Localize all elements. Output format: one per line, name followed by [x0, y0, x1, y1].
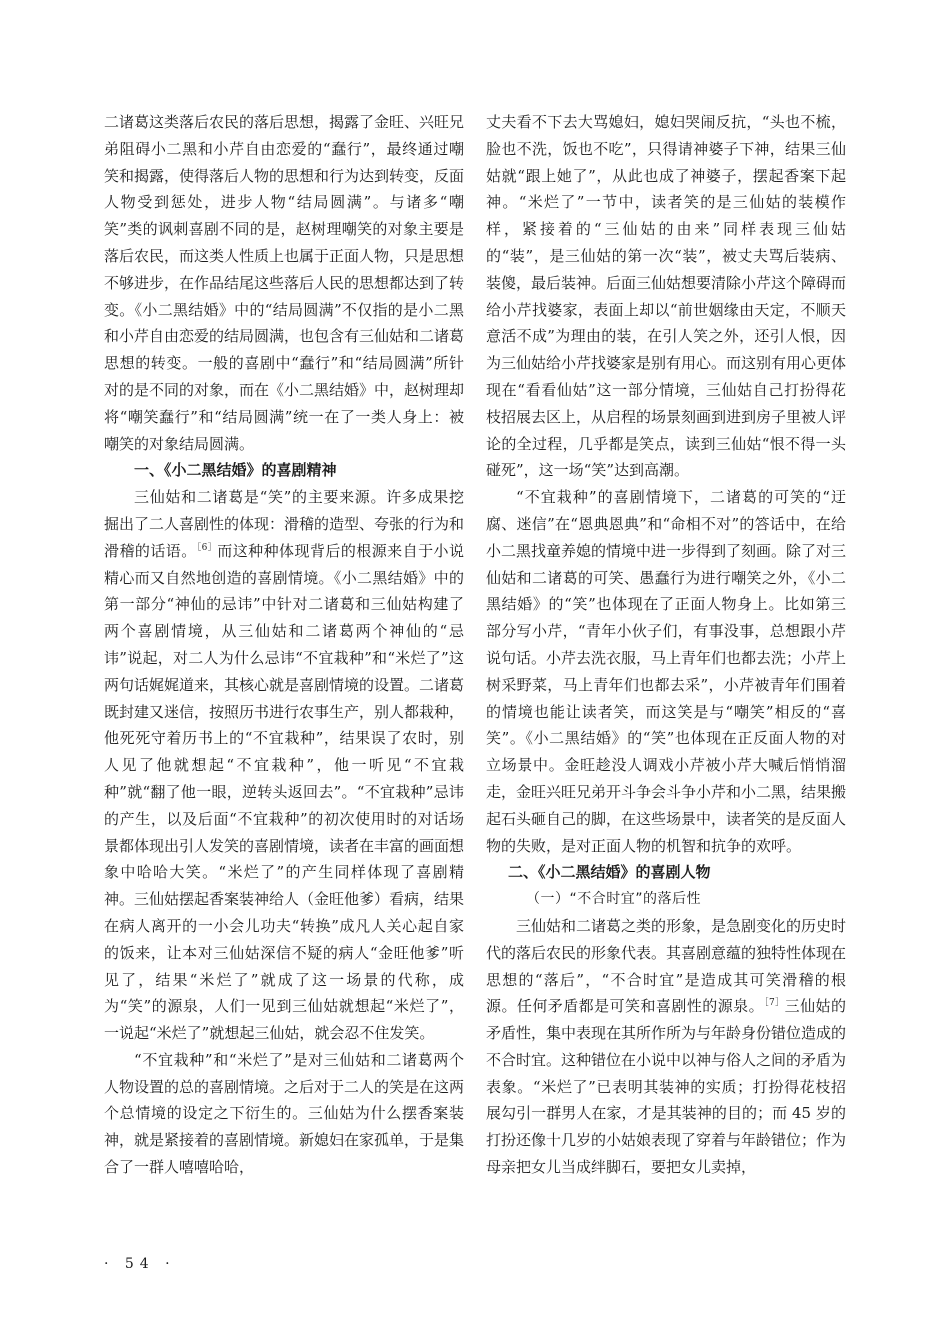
section-heading-2: 二、《小二黑结婚》的喜剧人物	[508, 863, 711, 882]
right-column	[486, 109, 846, 1181]
paragraph-right-3-part-a: 三仙姑和二诸葛之类的形象，是急剧变化的历史时代的落后农民的形象代表。其喜剧意蕴的独特性体现在思想的“落后”，“不合时宜”是造成其可笑滑稽的根源。任何矛盾都是可笑和喜剧性的源泉。	[486, 916, 847, 1016]
section-heading-1: 一、《小二黑结婚》的喜剧精神	[134, 461, 337, 480]
paragraph-right-1: 丈夫看不下去大骂媳妇，媳妇哭闹反抗，“头也不梳，脸也不洗，饭也不吃”，只得请神婆子下神，结果三仙姑就“跟上她了”，从此也成了神婆子，摆起香案下起神。“米烂了”一节中，读者笑的是三仙姑的装模作样，紧接着的“三仙姑的由来”同样表现三仙姑的“装”，是三仙姑的第一次“装”，被丈夫骂后装病、装傻，最后装神。后面三仙姑想要清除小芹这个障碍而给小芹找婆家，表面上却以“前世姻缘由天定，不顺天意活不成”为理由的装，在引人笑之外，还引人恨，因为三仙姑给小芹找婆家是别有用心。而这别有用心更体现在“看看仙姑”这一部分情境，三仙姑自己打扮得花枝招展去区上，从启程的场景刻画到进到房子里被人评论的全过程，几乎都是笑点，读到三仙姑“恨不得一头碰死”，这一场“笑”达到高潮。	[486, 113, 847, 480]
paragraph-right-3-part-b: 三仙姑的矛盾性，集中表现在其所作所为与年龄身份错位造成的不合时宜。这种错位在小说中以神与俗人之间的矛盾为表象。“米烂了”已表明其装神的实质；打扮得花枝招展勾引一群男人在家，才是其装神的目的；而 45 岁的打扮还像十几岁的小姑娘表现了穿着与年龄错位；作为母亲把女儿当成绊脚石，要把女儿卖掉，	[486, 997, 847, 1177]
page-number: · 54 ·	[104, 1256, 176, 1272]
paragraph-left-1: 二诸葛这类落后农民的落后思想，揭露了金旺、兴旺兄弟阻碍小二黑和小芹自由恋爱的“蠢行”，最终通过嘲笑和揭露，使得落后人物的思想和行为达到转变，反面人物受到惩处，进步人物“结局圆满”。与诸多“嘲笑”类的讽刺喜剧不同的是，赵树理嘲笑的对象主要是落后农民，而这类人性质上也属于正面人物，只是思想不够进步，在作品结尾这些落后人民的思想都达到了转变。《小二黑结婚》中的“结局圆满”不仅指的是小二黑和小芹自由恋爱的结局圆满，也包含有三仙姑和二诸葛思想的转变。一般的喜剧中“蠢行”和“结局圆满”所针对的是不同的对象，而在《小二黑结婚》中，赵树理却将“嘲笑蠢行”和“结局圆满”统一在了一类人身上：被嘲笑的对象结局圆满。	[104, 113, 465, 453]
citation-6: ［6］	[196, 542, 218, 553]
paragraph-left-3: “不宜栽种”和“米烂了”是对三仙姑和二诸葛两个人物设置的总的喜剧情境。之后对于二人的笑是在这两个总情境的设定之下衍生的。三仙姑为什么摆香案装神，就是紧接着的喜剧情境。新媳妇在家孤单，于是集合了一群人嘻嘻哈哈，	[104, 1050, 465, 1177]
paragraph-left-2-part-a: 三仙姑和二诸葛是“笑”的主要来源。许多成果挖掘出了二人喜剧性的体现：滑稽的造型、夸张的行为和滑稽的话语。	[104, 488, 465, 560]
paragraph-right-3	[486, 913, 846, 1181]
citation-7: ［7］	[764, 998, 785, 1009]
left-column	[104, 109, 464, 1181]
paragraph-right-2: “不宜栽种”的喜剧情境下，二诸葛的可笑的“迂腐、迷信”在“恩典恩典”和“命相不对”的答话中，在给小二黑找童养媳的情境中进一步得到了刻画。除了对三仙姑和二诸葛的可笑、愚蠢行为进行嘲笑之外，《小二黑结婚》的“笑”也体现在了正面人物身上。比如第三部分写小芹，“青年小伙子们，有事没事，总想跟小芹说句话。小芹去洗衣服，马上青年们也都去洗；小芹上树采野菜，马上青年们也都去采”，小芹被青年们围着的情境也能让读者笑，而这笑是与“嘲笑”相反的“喜笑”。《小二黑结婚》的“笑”也体现在正反面人物的对立场景中。金旺趁没人调戏小芹被小芹大喊后悄悄溜走，金旺兴旺兄弟开斗争会斗争小芹和小二黑，结果搬起石头砸自己的脚，在这些场景中，读者笑的是反面人物的失败，是对正面人物的机智和抗争的欢呼。	[486, 488, 847, 855]
subsection-heading-1: （一）“不合时宜”的落后性	[526, 891, 702, 908]
paragraph-left-2-part-b: 而这种种体现背后的根源来自于小说精心而又自然地创造的喜剧情境。《小二黑结婚》中的第一部分“神仙的忌讳”中针对二诸葛和三仙姑构建了两个喜剧情境，从三仙姑和二诸葛两个神仙的“忌讳”说起，对二人为什么忌讳“不宜栽种”和“米烂了”这两句话娓娓道来，其核心就是喜剧情境的设置。二诸葛既封建又迷信，按照历书进行农事生产，别人都栽种，他死死守着历书上的“不宜栽种”，结果误了农时，别人见了他就想起“不宜栽种”，他一听见“不宜栽种”就“翻了他一眼，逆转头返回去”。“不宜栽种”忌讳的产生，以及后面“不宜栽种”的初次使用时的对话场景都体现出引人发笑的喜剧情境，读者在丰富的画面想象中哈哈大笑。“米烂了”的产生同样体现了喜剧精神。三仙姑摆起香案装神给人（金旺他爹）看病，结果在病人离开的一小会儿功夫“转换”成凡人关心起自家的饭来，让本对三仙姑深信不疑的病人“金旺他爹”听见了，结果“米烂了”就成了这一场景的代称，成为“笑”的源泉，人们一见到三仙姑就想起“米烂了”，一说起“米烂了”就想起三仙姑，就会忍不住发笑。	[104, 541, 465, 1043]
paragraph-left-2	[104, 484, 464, 1047]
